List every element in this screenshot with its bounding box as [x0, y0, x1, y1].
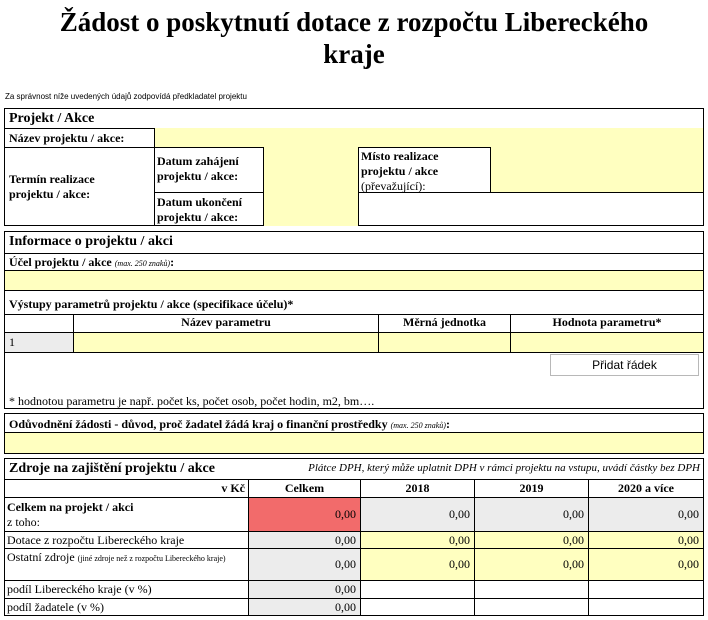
outputs-label: Výstupy parametrů projektu / akce (specifikace účelu)* [9, 297, 294, 311]
place-sub-label: (převažující): [361, 179, 426, 193]
project-heading: Projekt / Akce [9, 111, 95, 126]
end-date-label: Datum ukončení projektu / akce: [157, 195, 243, 224]
parameter-footnote: * hodnotou parametru je např. počet ks, počet osob, počet hodin, m2, bm…. [9, 394, 375, 408]
subsidy-total: 0,00 [249, 532, 360, 548]
col-2020-plus: 2020 a více [618, 481, 674, 495]
end-date-input[interactable] [263, 192, 358, 226]
row-number: 1 [5, 333, 73, 352]
col-param-name: Název parametru [73, 315, 378, 332]
col-2019: 2019 [519, 481, 544, 495]
justification-input[interactable] [5, 432, 703, 453]
subsidy-label: Dotace z rozpočtu Libereckého kraje [7, 533, 185, 547]
justification-label: Odůvodnění žádosti - důvod, proč žadatel žádá kraj o finanční prostředky (max. 250 znaků): [9, 417, 450, 431]
total-2020-plus: 0,00 [589, 498, 703, 531]
col-2018: 2018 [405, 481, 430, 495]
of-which-label: z toho: [7, 515, 40, 529]
purpose-label: Účel projektu / akce (max. 250 znaků): [9, 255, 175, 269]
total-sum: 0,00 [249, 498, 360, 531]
share-applicant-value: 0,00 [249, 599, 360, 615]
param-value-input[interactable] [510, 333, 703, 352]
share-applicant-label: podíl žadatele (v %) [7, 600, 104, 614]
term-label: Termín realizace projektu / akce: [9, 172, 95, 201]
project-name-input[interactable] [154, 128, 703, 147]
start-date-label: Datum zahájení projektu / akce: [157, 154, 239, 183]
currency-label: v Kč [221, 481, 245, 495]
responsibility-note: Za správnost níže uvedených údajů zodpovídá předkladatel projektu [5, 92, 247, 101]
sources-heading: Zdroje na zajištění projektu / akce [9, 461, 215, 476]
other-2019[interactable]: 0,00 [475, 549, 588, 580]
place-input[interactable] [490, 147, 703, 192]
info-heading: Informace o projektu / akci [9, 234, 173, 249]
total-2019: 0,00 [475, 498, 588, 531]
col-value: Hodnota parametru* [510, 315, 703, 332]
project-name-label: Název projektu / akce: [9, 131, 125, 145]
total-label: Celkem na projekt / akci [7, 500, 134, 514]
total-2018: 0,00 [361, 498, 474, 531]
param-unit-input[interactable] [378, 333, 510, 352]
place-label: Místo realizace projektu / akce [361, 149, 439, 178]
share-region-label: podíl Libereckého kraje (v %) [7, 582, 152, 596]
purpose-input[interactable] [5, 270, 703, 290]
col-unit: Měrná jednotka [378, 315, 510, 332]
other-total: 0,00 [249, 549, 360, 580]
vat-note: Plátce DPH, který může uplatnit DPH v rámci projektu na vstupu, uvádí částky bez DPH [308, 462, 700, 474]
col-total: Celkem [284, 481, 325, 495]
add-row-button[interactable]: Přidat řádek [550, 354, 699, 376]
page-title: Žádost o poskytnutí dotace z rozpočtu Libereckého kraje [59, 7, 649, 69]
start-date-input[interactable] [263, 147, 358, 192]
share-region-value: 0,00 [249, 581, 360, 598]
subsidy-2020-plus[interactable]: 0,00 [589, 532, 703, 548]
other-2018[interactable]: 0,00 [361, 549, 474, 580]
subsidy-2019[interactable]: 0,00 [475, 532, 588, 548]
other-2020-plus[interactable]: 0,00 [589, 549, 703, 580]
subsidy-2018[interactable]: 0,00 [361, 532, 474, 548]
other-sources-label: Ostatní zdroje (jiné zdroje než z rozpočtu Libereckého kraje) [7, 550, 226, 564]
param-name-input[interactable] [73, 333, 378, 352]
